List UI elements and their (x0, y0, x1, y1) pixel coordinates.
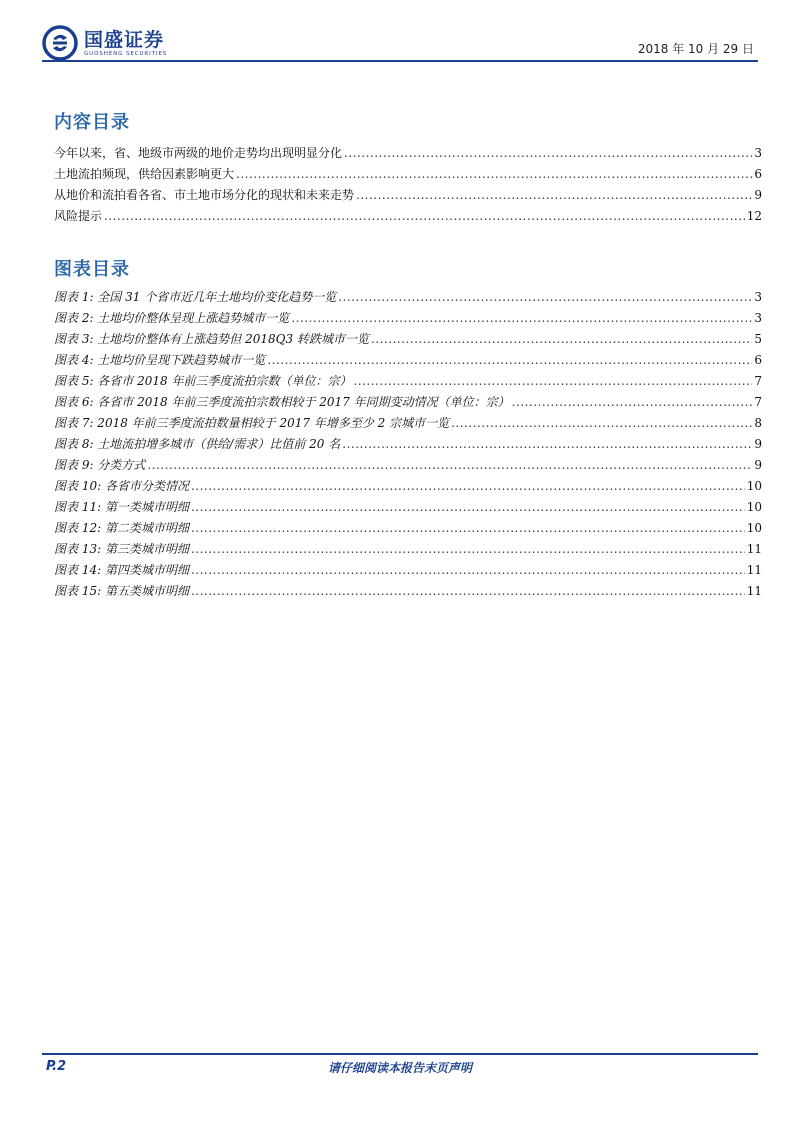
figure-entry-page-number: 7 (754, 395, 762, 409)
figure-entry-title: 图表 11: 第一类城市明细 (54, 500, 189, 514)
page-number: P.2 (46, 1059, 67, 1074)
guosheng-logo-icon (42, 25, 78, 61)
logo-english-name: GUOSHENG SECURITIES (84, 50, 168, 57)
figure-entry-title: 图表 7: 2018 年前三季度流拍数量相较于 2017 年增多至少 2 宗城市一览 (54, 416, 450, 430)
figure-entry[interactable] (54, 393, 762, 414)
figures-title: 图表目录 (54, 259, 130, 280)
figure-entry-page-number: 6 (754, 353, 762, 367)
dot-leader (104, 209, 745, 223)
figure-entry-title: 图表 1: 全国 31 个省市近几年土地均价变化趋势一览 (54, 290, 337, 304)
figure-entry-page-number: 10 (746, 500, 762, 514)
figure-entry-page-number: 3 (754, 311, 762, 325)
dot-leader (342, 437, 752, 451)
figure-entry-page-number: 9 (754, 437, 762, 451)
contents-entry-page-number: 9 (754, 188, 762, 202)
dot-leader (191, 584, 745, 598)
dot-leader (353, 374, 752, 388)
contents-entry-page-number: 3 (754, 146, 762, 160)
figure-entry-title: 图表 10: 各省市分类情况 (54, 479, 189, 493)
figure-entry-page-number: 10 (746, 479, 762, 493)
logo-chinese-name: 国盛证券 (84, 28, 165, 51)
contents-entry[interactable] (54, 207, 762, 228)
figure-entry-page-number: 3 (754, 290, 762, 304)
dot-leader (267, 353, 752, 367)
footer-divider (42, 1053, 758, 1055)
contents-list (54, 144, 762, 228)
figure-entry-page-number: 5 (754, 332, 762, 346)
figure-entry-title: 图表 13: 第三类城市明细 (54, 542, 189, 556)
figure-entry-page-number: 11 (746, 542, 762, 556)
figure-entry-title: 图表 15: 第五类城市明细 (54, 584, 189, 598)
figure-entry[interactable] (54, 540, 762, 561)
contents-entry-page-number: 6 (754, 167, 762, 181)
figure-entry-title: 图表 9: 分类方式 (54, 458, 146, 472)
figure-entry[interactable] (54, 351, 762, 372)
figure-entry[interactable] (54, 498, 762, 519)
contents-entry-page-number: 12 (746, 209, 762, 223)
contents-entry[interactable] (54, 144, 762, 165)
figure-entry[interactable] (54, 435, 762, 456)
figure-entry[interactable] (54, 456, 762, 477)
contents-entry-title: 今年以来，省、地级市两级的地价走势均出现明显分化 (54, 146, 343, 160)
contents-title: 内容目录 (54, 112, 130, 133)
figure-entry[interactable] (54, 477, 762, 498)
dot-leader (512, 395, 753, 409)
figure-entry-title: 图表 3: 土地均价整体有上涨趋势但 2018Q3 转跌城市一览 (54, 332, 369, 346)
figures-list (54, 288, 762, 603)
figure-entry-page-number: 9 (754, 458, 762, 472)
page-header (42, 20, 758, 60)
dot-leader (451, 416, 752, 430)
contents-entry-title: 风险提示 (54, 209, 103, 223)
figure-entry-page-number: 7 (754, 374, 762, 388)
figure-entry-page-number: 11 (746, 584, 762, 598)
company-logo (42, 25, 167, 61)
figure-entry[interactable] (54, 309, 762, 330)
contents-entry-title: 从地价和流拍看各省、市土地市场分化的现状和未来走势 (54, 188, 355, 202)
dot-leader (191, 500, 745, 514)
figure-entry-title: 图表 14: 第四类城市明细 (54, 563, 189, 577)
dot-leader (291, 311, 752, 325)
report-date: 2018 年 10 月 29 日 (637, 42, 754, 56)
header-divider (42, 60, 758, 62)
figure-entry-title: 图表 2: 土地均价整体呈现上涨趋势城市一览 (54, 311, 290, 325)
figure-entry-page-number: 10 (746, 521, 762, 535)
figure-entry-page-number: 8 (754, 416, 762, 430)
contents-entry-title: 土地流拍频现，供给因素影响更大 (54, 167, 235, 181)
disclaimer-note: 请仔细阅读本报告末页声明 (327, 1061, 472, 1075)
figure-entry[interactable] (54, 561, 762, 582)
figure-entry-title: 图表 12: 第二类城市明细 (54, 521, 189, 535)
figure-entry[interactable] (54, 414, 762, 435)
figure-entry[interactable] (54, 288, 762, 309)
dot-leader (191, 542, 745, 556)
figure-entry-title: 图表 5: 各省市 2018 年前三季度流拍宗数（单位：宗） (54, 374, 352, 388)
dot-leader (356, 188, 752, 202)
figure-entry-page-number: 11 (746, 563, 762, 577)
dot-leader (371, 332, 752, 346)
dot-leader (191, 521, 745, 535)
contents-entry[interactable] (54, 165, 762, 186)
dot-leader (236, 167, 752, 181)
dot-leader (147, 458, 752, 472)
dot-leader (344, 146, 752, 160)
dot-leader (191, 479, 745, 493)
figure-entry[interactable] (54, 372, 762, 393)
figure-entry[interactable] (54, 582, 762, 603)
dot-leader (191, 563, 745, 577)
figure-entry-title: 图表 4: 土地均价呈现下跌趋势城市一览 (54, 353, 266, 367)
figure-entry[interactable] (54, 519, 762, 540)
figure-entry[interactable] (54, 330, 762, 351)
contents-entry[interactable] (54, 186, 762, 207)
figure-entry-title: 图表 6: 各省市 2018 年前三季度流拍宗数相较于 2017 年同期变动情况（单位：宗） (54, 395, 510, 409)
figure-entry-title: 图表 8: 土地流拍增多城市（供给/需求）比值前 20 名 (54, 437, 341, 451)
dot-leader (338, 290, 752, 304)
